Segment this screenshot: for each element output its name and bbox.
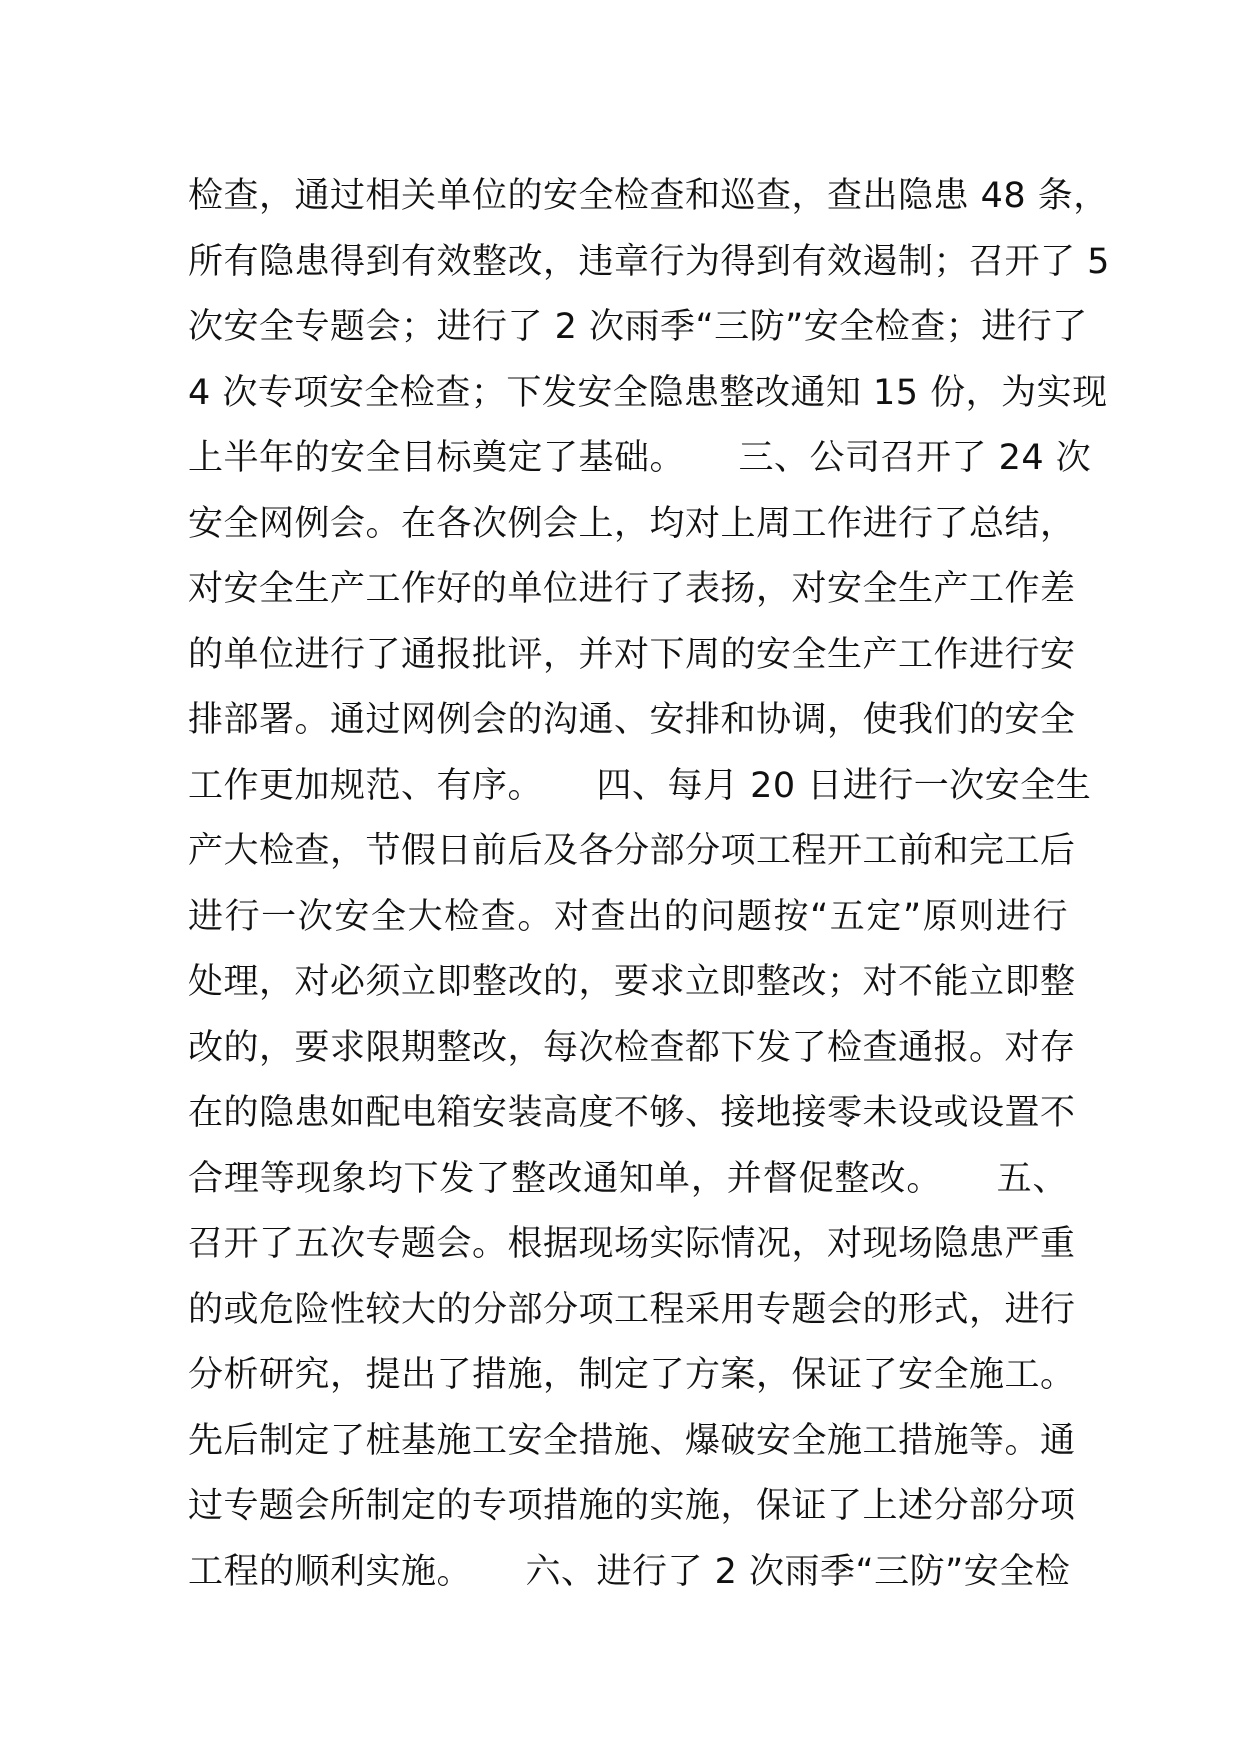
text-line-10: 工作更加规范、有序。 四、每月 20 日进行一次安全生 [188,765,1092,806]
text-line-20: 先后制定了桩基施工安全措施、爆破安全施工措施等。通 [188,1420,1076,1461]
text-line-4: 4 次专项安全检查；下发安全隐患整改通知 15 份，为实现 [188,372,1108,413]
text-line-21: 过专题会所制定的专项措施的实施，保证了上述分部分项 [188,1486,1076,1526]
text-line-6: 安全网例会。在各次例会上，均对上周工作进行了总结， [188,503,1076,544]
body-text [188,164,1110,1605]
text-line-2: 所有隐患得到有效整改，违章行为得到有效遏制；召开了 5 [188,241,1110,282]
text-line-5: 上半年的安全目标奠定了基础。 三、公司召开了 24 次 [188,438,1092,478]
text-line-3: 次安全专题会；进行了 2 次雨季“三防”安全检查；进行了 [188,307,1088,347]
text-line-1: 检查，通过相关单位的安全检查和巡查，查出隐患 48 条， [188,176,1109,216]
text-line-13: 处理，对必须立即整改的，要求立即整改；对不能立即整 [188,962,1076,1002]
text-line-18: 的或危险性较大的分部分项工程采用专题会的形式，进行 [188,1289,1076,1330]
text-line-22: 工程的顺利实施。 六、进行了 2 次雨季“三防”安全检 [188,1551,1071,1592]
text-line-9: 排部署。通过网例会的沟通、安排和协调，使我们的安全 [188,700,1076,740]
text-line-16: 合理等现象均下发了整改通知单，并督促整改。 五、 [188,1158,1068,1199]
text-line-12: 进行一次安全大检查。对查出的问题按“五定”原则进行 [188,896,1068,937]
text-line-11: 产大检查，节假日前后及各分部分项工程开工前和完工后 [188,831,1076,871]
text-line-8: 的单位进行了通报批评，并对下周的安全生产工作进行安 [188,634,1076,675]
text-line-19: 分析研究，提出了措施，制定了方案，保证了安全施工。 [188,1355,1076,1395]
text-line-7: 对安全生产工作好的单位进行了表扬，对安全生产工作差 [188,569,1076,609]
text-line-17: 召开了五次专题会。根据现场实际情况，对现场隐患严重 [188,1224,1076,1264]
text-line-14: 改的，要求限期整改，每次检查都下发了检查通报。对存 [188,1027,1076,1068]
text-line-15: 在的隐患如配电箱安装高度不够、接地接零未设或设置不 [188,1093,1076,1133]
